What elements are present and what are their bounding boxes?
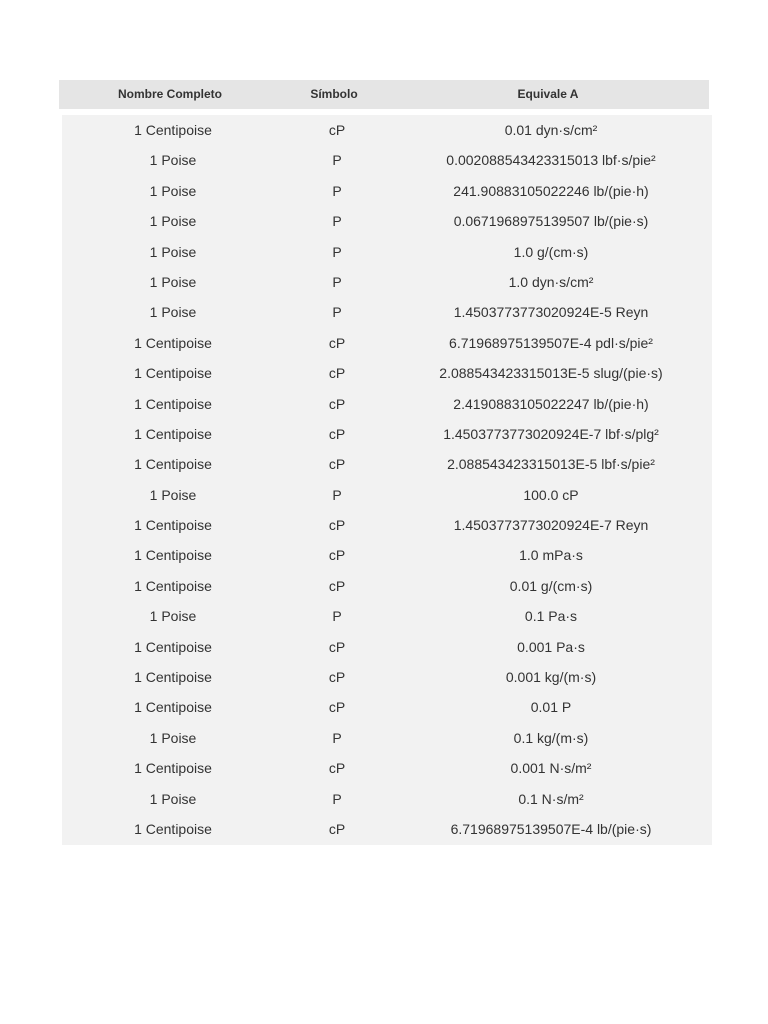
equivalent-cell: 0.1 N·s/m² <box>518 790 584 807</box>
table-row <box>62 297 712 327</box>
table-row <box>62 237 712 267</box>
table-row <box>62 632 712 662</box>
table-row <box>62 449 712 479</box>
name-cell: 1 Poise <box>149 729 197 746</box>
name-cell: 1 Poise <box>149 243 197 260</box>
symbol-cell: P <box>332 790 342 807</box>
symbol-cell: cP <box>328 517 346 534</box>
equivalent-cell: 1.4503773773020924E-5 Reyn <box>453 304 649 321</box>
symbol-cell: P <box>332 152 342 169</box>
table-row <box>62 662 712 692</box>
table-row <box>62 480 712 510</box>
name-cell: 1 Centipoise <box>134 760 212 777</box>
name-cell: 1 Poise <box>149 213 197 230</box>
symbol-cell: cP <box>328 334 346 351</box>
name-cell: 1 Centipoise <box>134 577 212 594</box>
equivalent-cell: 2.088543423315013E-5 slug/(pie·s) <box>439 365 663 382</box>
table-row <box>62 753 712 783</box>
table-row <box>62 206 712 236</box>
equivalent-cell: 1.4503773773020924E-7 Reyn <box>453 517 649 534</box>
header-simbolo: Símbolo <box>310 87 358 101</box>
equivalent-cell: 0.01 g/(cm·s) <box>509 577 593 594</box>
symbol-cell: P <box>332 213 342 230</box>
name-cell: 1 Poise <box>149 273 197 290</box>
name-cell: 1 Poise <box>149 182 197 199</box>
name-cell: 1 Poise <box>149 486 197 503</box>
equivalent-cell: 0.001 N·s/m² <box>510 760 592 777</box>
table-row <box>62 723 712 753</box>
symbol-cell: cP <box>328 699 346 716</box>
symbol-cell: cP <box>328 547 346 564</box>
symbol-cell: cP <box>328 760 346 777</box>
symbol-cell: cP <box>328 365 346 382</box>
equivalent-cell: 0.002088543423315013 lbf·s/pie² <box>446 152 656 169</box>
equivalent-cell: 1.0 dyn·s/cm² <box>508 273 594 290</box>
table-row <box>62 692 712 722</box>
symbol-cell: P <box>332 182 342 199</box>
table-row <box>62 814 712 844</box>
symbol-cell: P <box>332 304 342 321</box>
table-row <box>62 601 712 631</box>
equivalent-cell: 0.1 Pa·s <box>524 608 578 625</box>
symbol-cell: cP <box>328 669 346 686</box>
name-cell: 1 Centipoise <box>134 820 212 837</box>
table-row <box>62 358 712 388</box>
symbol-cell: P <box>332 273 342 290</box>
name-cell: 1 Centipoise <box>134 669 212 686</box>
name-cell: 1 Centipoise <box>134 517 212 534</box>
equivalent-cell: 6.71968975139507E-4 pdl·s/pie² <box>449 334 653 351</box>
equivalent-cell: 241.90883105022246 lb/(pie·h) <box>453 182 649 199</box>
equivalent-cell: 0.001 kg/(m·s) <box>505 669 597 686</box>
table-row <box>62 510 712 540</box>
name-cell: 1 Centipoise <box>134 365 212 382</box>
name-cell: 1 Centipoise <box>134 456 212 473</box>
symbol-cell: P <box>332 729 342 746</box>
table-row <box>62 145 712 175</box>
name-cell: 1 Centipoise <box>134 638 212 655</box>
table-header <box>59 80 709 109</box>
table-row <box>62 115 712 145</box>
equivalent-cell: 0.0671968975139507 lb/(pie·s) <box>453 213 649 230</box>
symbol-cell: cP <box>328 456 346 473</box>
name-cell: 1 Poise <box>149 608 197 625</box>
table-body <box>62 115 712 845</box>
table-row <box>62 176 712 206</box>
equivalent-cell: 0.1 kg/(m·s) <box>513 729 589 746</box>
symbol-cell: cP <box>328 638 346 655</box>
symbol-cell: cP <box>328 425 346 442</box>
equivalent-cell: 0.01 dyn·s/cm² <box>504 122 598 138</box>
symbol-cell: cP <box>328 122 346 138</box>
name-cell: 1 Poise <box>149 304 197 321</box>
header-nombre-completo: Nombre Completo <box>117 87 222 101</box>
equivalent-cell: 100.0 cP <box>523 486 579 503</box>
table-row <box>62 540 712 570</box>
equivalent-cell: 0.01 P <box>530 699 572 716</box>
table-rows <box>62 115 712 844</box>
name-cell: 1 Poise <box>149 790 197 807</box>
name-cell: 1 Centipoise <box>134 699 212 716</box>
name-cell: 1 Centipoise <box>134 425 212 442</box>
name-cell: 1 Centipoise <box>134 547 212 564</box>
symbol-cell: cP <box>328 820 346 837</box>
symbol-cell: P <box>332 608 342 625</box>
symbol-cell: cP <box>328 577 346 594</box>
symbol-cell: P <box>332 243 342 260</box>
table-row <box>62 784 712 814</box>
symbol-cell: cP <box>328 395 346 412</box>
equivalent-cell: 2.4190883105022247 lb/(pie·h) <box>453 395 649 412</box>
equivalent-cell: 1.0 mPa·s <box>519 547 583 564</box>
name-cell: 1 Centipoise <box>134 334 212 351</box>
equivalent-cell: 6.71968975139507E-4 lb/(pie·s) <box>450 820 652 837</box>
equivalent-cell: 0.001 Pa·s <box>517 638 585 655</box>
symbol-cell: P <box>332 486 342 503</box>
equivalent-cell: 1.4503773773020924E-7 lbf·s/plg² <box>443 425 659 442</box>
table-row <box>62 328 712 358</box>
table-row <box>62 389 712 419</box>
table-row <box>62 571 712 601</box>
equivalent-cell: 1.0 g/(cm·s) <box>513 243 589 260</box>
name-cell: 1 Centipoise <box>134 395 212 412</box>
name-cell: 1 Poise <box>149 152 197 169</box>
equivalent-cell: 2.088543423315013E-5 lbf·s/pie² <box>447 456 655 473</box>
header-equivale-a: Equivale A <box>517 87 579 101</box>
table-row <box>62 419 712 449</box>
table-row <box>62 267 712 297</box>
name-cell: 1 Centipoise <box>134 122 212 138</box>
